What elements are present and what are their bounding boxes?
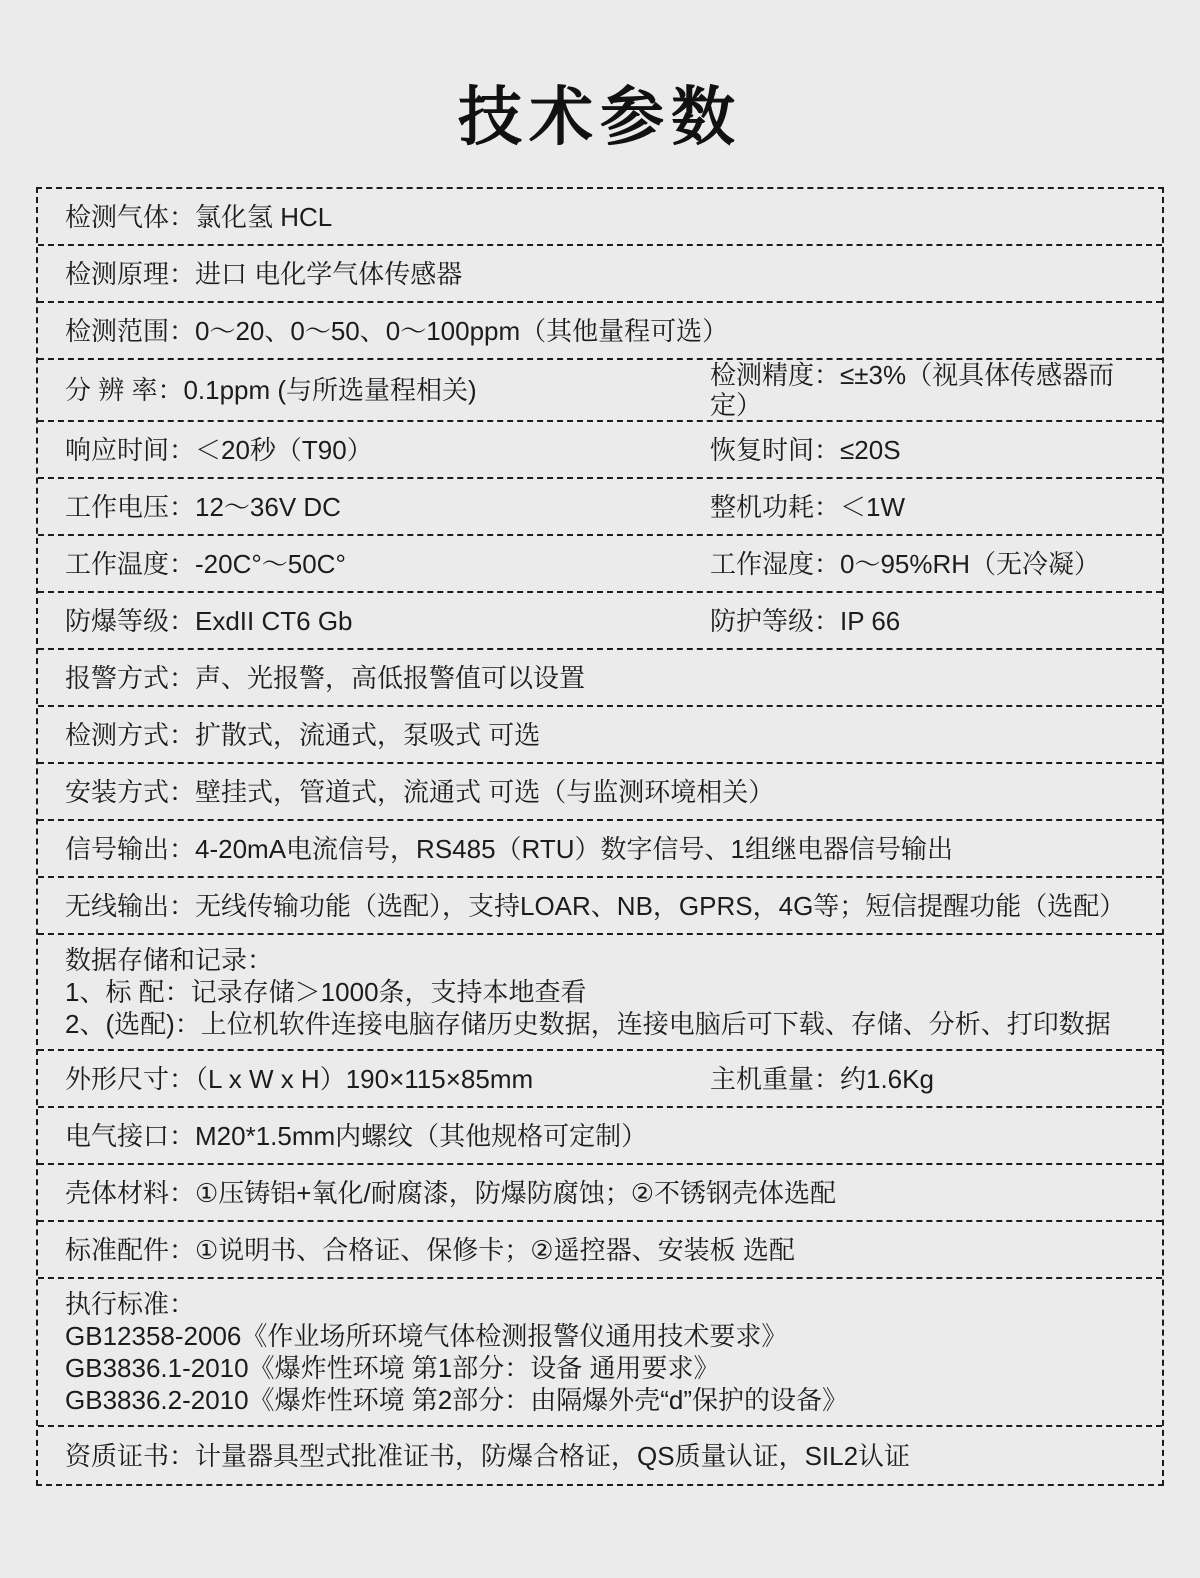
spec-row-certificates [38, 1427, 1162, 1484]
spec-row-housing-material [38, 1165, 1162, 1222]
spec-text: GB3836.1-2010《爆炸性环境 第1部分：设备 通用要求》 [65, 1353, 720, 1383]
spec-row-voltage-power [38, 479, 1162, 536]
spec-text: 防护等级：IP 66 [710, 605, 901, 636]
spec-text: 整机功耗：＜1W [710, 491, 906, 522]
spec-row-signal-output [38, 821, 1162, 878]
spec-text: 防爆等级：ExdII CT6 Gb [65, 605, 353, 636]
spec-text: 外形尺寸：（L x W x H）190×115×85mm [65, 1063, 534, 1094]
spec-text: GB3836.2-2010《爆炸性环境 第2部分：由隔爆外壳“d”保护的设备》 [65, 1385, 849, 1415]
spec-row-principle [38, 246, 1162, 303]
spec-row-range [38, 303, 1162, 360]
page-title: 技术参数 [458, 81, 742, 153]
spec-text: 检测精度：≤±3%（视具体传感器而定） [710, 360, 1115, 420]
spec-text: 报警方式：声、光报警，高低报警值可以设置 [65, 662, 586, 693]
spec-text: 标准配件：①说明书、合格证、保修卡；②遥控器、安装板 选配 [65, 1234, 795, 1265]
spec-row-wireless-output [38, 878, 1162, 935]
spec-row-resolution-accuracy [38, 360, 1162, 422]
spec-text: 工作温度：-20C°～50C° [65, 548, 346, 579]
spec-row-standards [38, 1279, 1162, 1427]
spec-text: 检测方式：扩散式，流通式，泵吸式 可选 [65, 719, 541, 750]
spec-text: 检测范围：0～20、0～50、0～100ppm（其他量程可选） [65, 315, 729, 346]
spec-text: 分 辨 率：0.1ppm (与所选量程相关) [65, 375, 477, 405]
spec-text: 数据存储和记录： [65, 945, 274, 975]
spec-row-dimensions-weight [38, 1051, 1162, 1108]
spec-text: 资质证书：计量器具型式批准证书，防爆合格证，QS质量认证，SIL2认证 [65, 1440, 911, 1471]
spec-text: 检测气体：氯化氢 HCL [65, 201, 333, 232]
spec-text: 2、(选配)：上位机软件连接电脑存储历史数据，连接电脑后可下载、存储、分析、打印数据 [65, 1009, 1111, 1039]
spec-text: 安装方式：壁挂式，管道式，流通式 可选（与监测环境相关） [65, 776, 775, 807]
spec-text: 无线输出：无线传输功能（选配），支持LOAR、NB，GPRS，4G等；短信提醒功能（选配） [65, 890, 1126, 921]
spec-row-detection-mode [38, 707, 1162, 764]
spec-text: 恢复时间：≤20S [710, 434, 901, 465]
spec-text: 工作电压：12～36V DC [65, 491, 341, 522]
spec-row-standard-accessories [38, 1222, 1162, 1279]
spec-text: 电气接口：M20*1.5mm内螺纹（其他规格可定制） [65, 1120, 648, 1151]
spec-text: 壳体材料：①压铸铝+氧化/耐腐漆，防爆防腐蚀；②不锈钢壳体选配 [65, 1177, 837, 1208]
spec-row-alarm [38, 650, 1162, 707]
spec-row-installation [38, 764, 1162, 821]
spec-text: 信号输出：4-20mA电流信号，RS485（RTU）数字信号、1组继电器信号输出 [65, 833, 953, 864]
spec-text: 执行标准： [65, 1289, 196, 1319]
spec-row-data-storage [38, 935, 1162, 1051]
spec-row-gas [38, 189, 1162, 246]
spec-row-temp-humidity [38, 536, 1162, 593]
spec-text: 检测原理：进口 电化学气体传感器 [65, 258, 463, 289]
spec-text: 响应时间：＜20秒（T90） [65, 434, 373, 465]
spec-table [36, 187, 1164, 1486]
spec-row-response-recovery [38, 422, 1162, 479]
spec-text: 工作湿度：0～95%RH（无冷凝） [710, 548, 1101, 579]
spec-row-explosion-protection [38, 593, 1162, 650]
spec-text: 主机重量：约1.6Kg [710, 1063, 934, 1094]
spec-row-electrical-interface [38, 1108, 1162, 1165]
spec-text: GB12358-2006《作业场所环境气体检测报警仪通用技术要求》 [65, 1321, 788, 1351]
spec-text: 1、标 配：记录存储＞1000条，支持本地查看 [65, 977, 587, 1007]
